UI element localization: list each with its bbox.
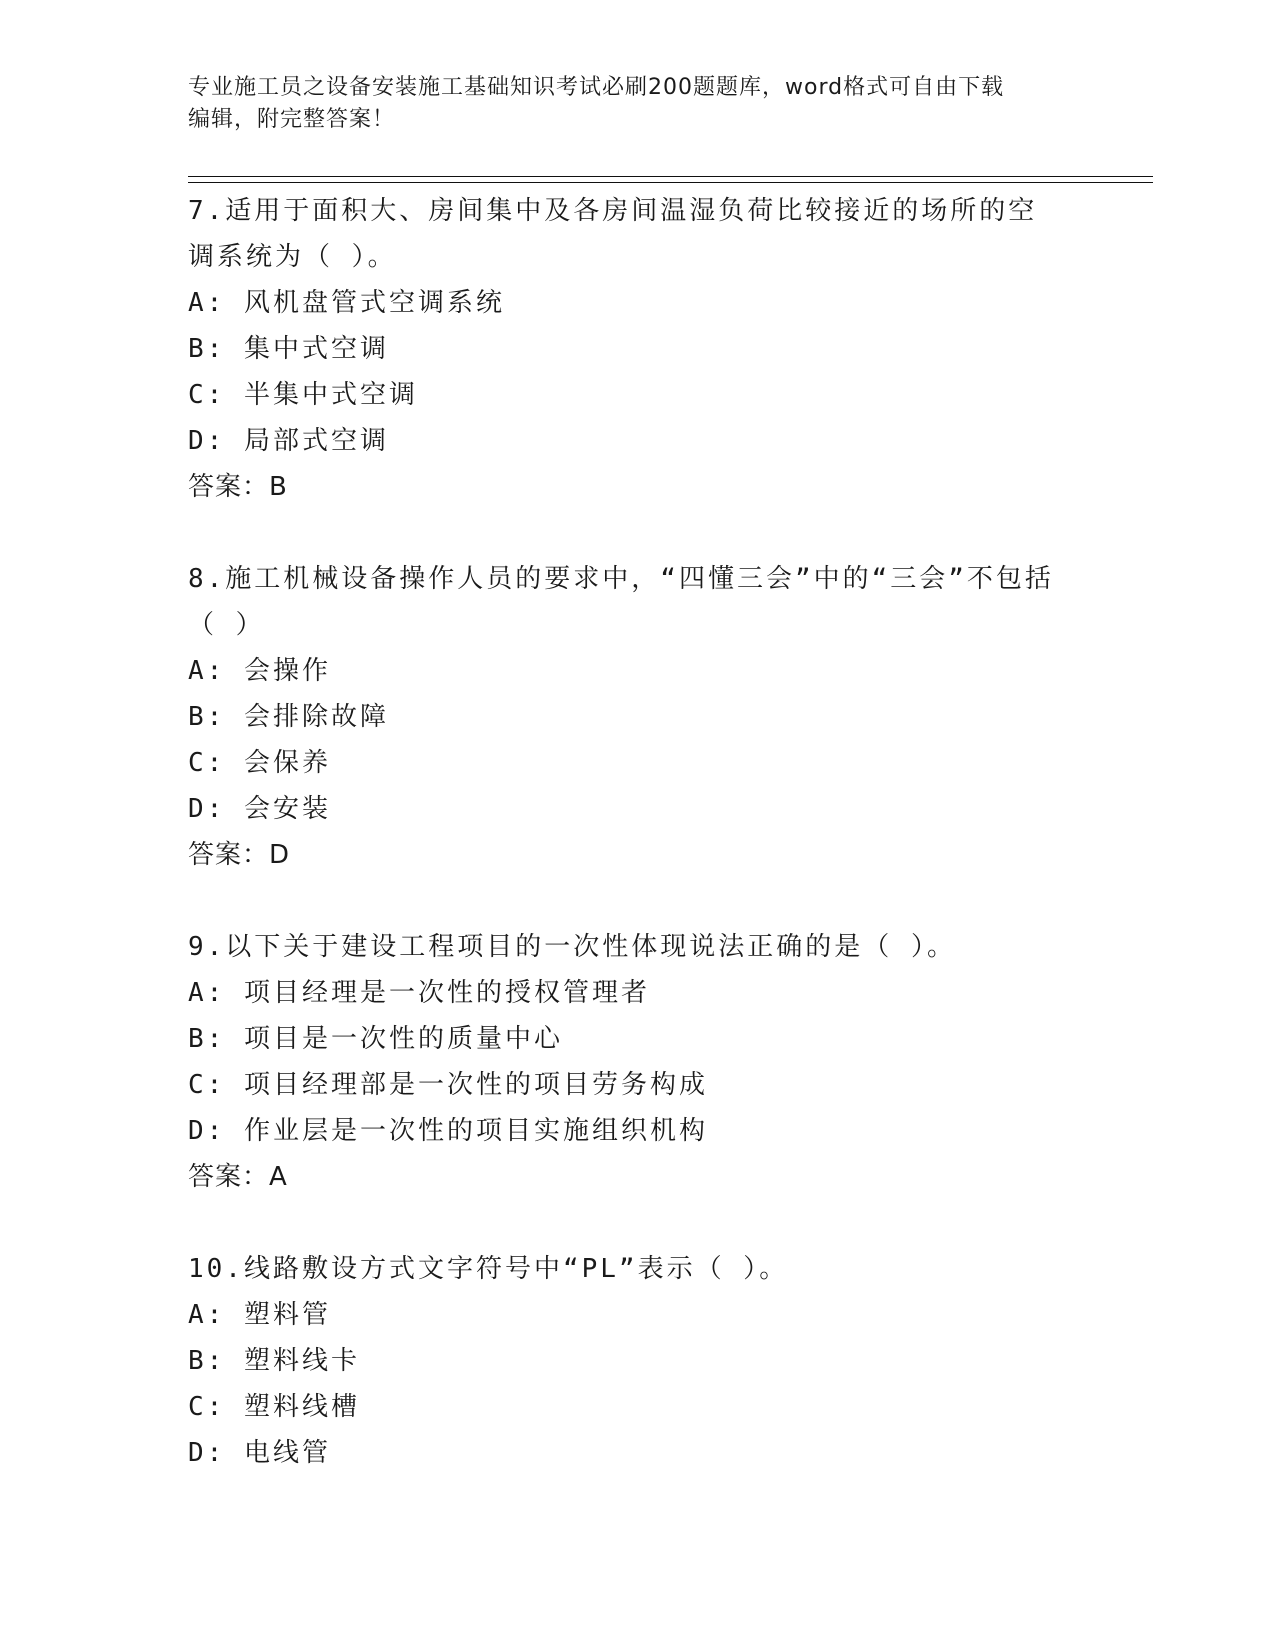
question-stem: 7.适用于面积大、房间集中及各房间温湿负荷比较接近的场所的空调系统为（ ）。 xyxy=(188,196,1038,272)
option-c: C: 会保养 xyxy=(188,748,331,778)
question-stem: 9.以下关于建设工程项目的一次性体现说法正确的是（ ）。 xyxy=(188,932,956,962)
header-line-1: 专业施工员之设备安装施工基础知识考试必刷200题题库，word格式可自由下载 xyxy=(188,75,1005,100)
question-7 xyxy=(188,188,1088,510)
option-a: A: 塑料管 xyxy=(188,1300,331,1330)
header-line-2: 编辑，附完整答案！ xyxy=(188,107,396,132)
option-b: B: 项目是一次性的质量中心 xyxy=(188,1024,563,1054)
option-c: C: 项目经理部是一次性的项目劳务构成 xyxy=(188,1070,708,1100)
option-b: B: 集中式空调 xyxy=(188,334,389,364)
option-c: C: 半集中式空调 xyxy=(188,380,418,410)
header-divider-bottom xyxy=(188,182,1153,183)
option-c: C: 塑料线槽 xyxy=(188,1392,360,1422)
option-d: D: 作业层是一次性的项目实施组织机构 xyxy=(188,1116,708,1146)
option-a: A: 风机盘管式空调系统 xyxy=(188,288,505,318)
question-8 xyxy=(188,556,1088,878)
question-stem: 8.施工机械设备操作人员的要求中，“四懂三会”中的“三会”不包括（ ） xyxy=(188,564,1054,640)
option-a: A: 会操作 xyxy=(188,656,331,686)
question-10 xyxy=(188,1246,1088,1476)
option-a: A: 项目经理是一次性的授权管理者 xyxy=(188,978,650,1008)
answer: 答案：D xyxy=(188,840,291,870)
question-list xyxy=(188,188,1088,1522)
document-header xyxy=(188,72,1088,136)
answer: 答案：A xyxy=(188,1162,288,1192)
option-d: D: 局部式空调 xyxy=(188,426,389,456)
answer: 答案：B xyxy=(188,472,288,502)
option-d: D: 电线管 xyxy=(188,1438,331,1468)
option-b: B: 会排除故障 xyxy=(188,702,389,732)
question-9 xyxy=(188,924,1088,1200)
option-d: D: 会安装 xyxy=(188,794,331,824)
header-divider-top xyxy=(188,176,1153,177)
option-b: B: 塑料线卡 xyxy=(188,1346,360,1376)
question-stem: 10.线路敷设方式文字符号中“PL”表示（ ）。 xyxy=(188,1254,789,1284)
